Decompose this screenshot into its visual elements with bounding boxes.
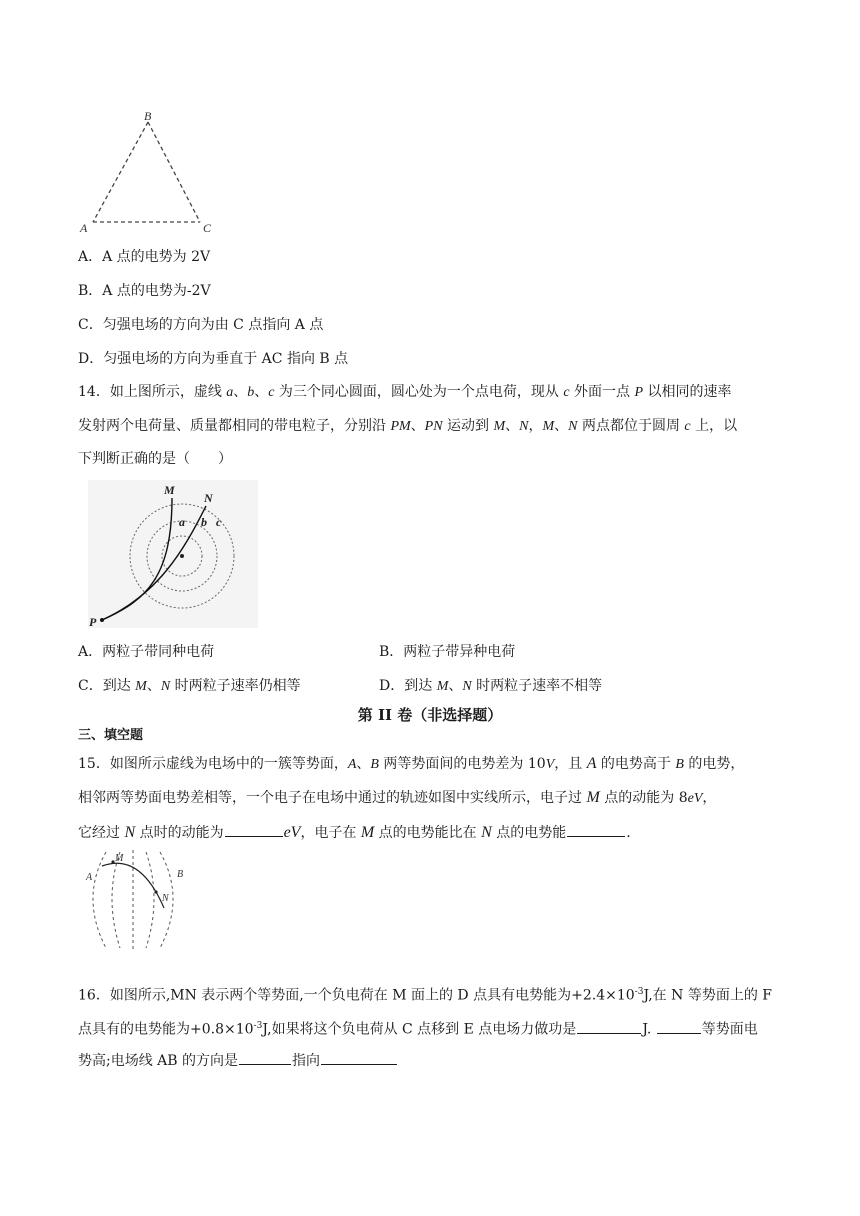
blank-field-to[interactable] xyxy=(321,1050,397,1065)
blank-potential-energy[interactable] xyxy=(567,822,625,837)
blank-work-done[interactable] xyxy=(577,1019,641,1034)
q13-option-a: A．A 点的电势为 2V xyxy=(78,249,211,265)
q13-option-c: C．匀强电场的方向为由 C 点指向 A 点 xyxy=(78,317,324,333)
center-charge xyxy=(180,554,184,558)
concentric-circles-figure xyxy=(88,480,258,628)
label-b: b xyxy=(201,515,207,529)
q13-option-b: B．A 点的电势为-2V xyxy=(78,283,211,299)
q14-option-b: B．两粒子带异种电荷 xyxy=(379,644,516,660)
vertex-label-a: A xyxy=(80,221,88,235)
point-p xyxy=(100,618,104,622)
fig15-label-b: B xyxy=(177,869,184,880)
q15-line-2: 相邻两等势面电势差相等，一个电子在电场中通过的轨迹如图中实线所示，电子过 M 点的动能为 8eV， xyxy=(78,789,717,806)
q14-option-d: D．到达 M、N 时两粒子速率不相等 xyxy=(379,678,603,694)
vertex-label-b: B xyxy=(144,109,152,123)
label-a: a xyxy=(179,515,185,529)
label-p: P xyxy=(89,615,97,628)
figure-background xyxy=(88,480,258,628)
equipotential-4 xyxy=(146,852,154,948)
q13-option-d: D．匀强电场的方向为垂直于 AC 指向 B 点 xyxy=(78,351,349,367)
fig15-label-a: A xyxy=(86,872,93,883)
point-n xyxy=(154,890,157,893)
label-m: M xyxy=(164,483,175,497)
q16-line-3: 势高;电场线 AB 的方向是 指向 xyxy=(78,1050,398,1071)
fig15-label-n: N xyxy=(162,893,169,904)
section-fill-blank: 三、填空题 xyxy=(78,728,144,743)
q15-line-3: 它经过 N 点时的动能为 eV，电子在 M 点的电势能比在 N 点的电势能 . xyxy=(78,824,631,841)
section-title: 第 II 卷（非选择题） xyxy=(357,706,503,724)
triangle-side-ab xyxy=(93,122,148,222)
triangle-figure xyxy=(78,108,228,236)
blank-field-from[interactable] xyxy=(239,1050,291,1065)
label-n: N xyxy=(204,491,213,505)
label-c: c xyxy=(216,515,222,529)
q14-line-2: 发射两个电荷量、质量都相同的带电粒子，分别沿 PM、PN 运动到 M、N，M、N 两点都位于圆周 c 上，以 xyxy=(78,418,738,434)
q14-line-3: 下判断正确的是（ ） xyxy=(78,451,232,467)
triangle-side-bc xyxy=(148,122,200,222)
blank-higher-surface[interactable] xyxy=(657,1019,701,1034)
q14-option-c: C．到达 M、N 时两粒子速率仍相等 xyxy=(78,678,301,694)
equipotential-figure xyxy=(78,848,190,952)
q14-line-1: 14．如上图所示，虚线 a、b、c 为三个同心圆面，圆心处为一个点电荷，现从 c 外面一点 P 以相同的速率 xyxy=(78,384,732,400)
blank-kinetic-energy[interactable] xyxy=(225,822,283,837)
equipotential-a xyxy=(93,852,106,948)
q14-option-a: A．两粒子带同种电荷 xyxy=(78,644,215,660)
q16-line-2: 点具有的电势能为$+0.8\times 10^{-3}J$,如果将这个负电荷从 C 点移到 E 点电场力做功是 J. 等势面电 xyxy=(78,1016,758,1040)
equipotential-2 xyxy=(112,852,120,948)
q16-line-1: 16．如图所示,MN 表示两个等势面,一个负电荷在 M 面上的 D 点具有电势能为$+2.4\times 10^{-3}J$,在 N 等势面上的 F xyxy=(78,987,772,1004)
vertex-label-c: C xyxy=(203,221,212,235)
fig15-label-m: M xyxy=(115,853,124,864)
q15-line-1: 15．如图所示虚线为电场中的一簇等势面，A、B 两等势面间的电势差为 10V，且 A 的电势高于 B 的电势， xyxy=(78,755,745,772)
